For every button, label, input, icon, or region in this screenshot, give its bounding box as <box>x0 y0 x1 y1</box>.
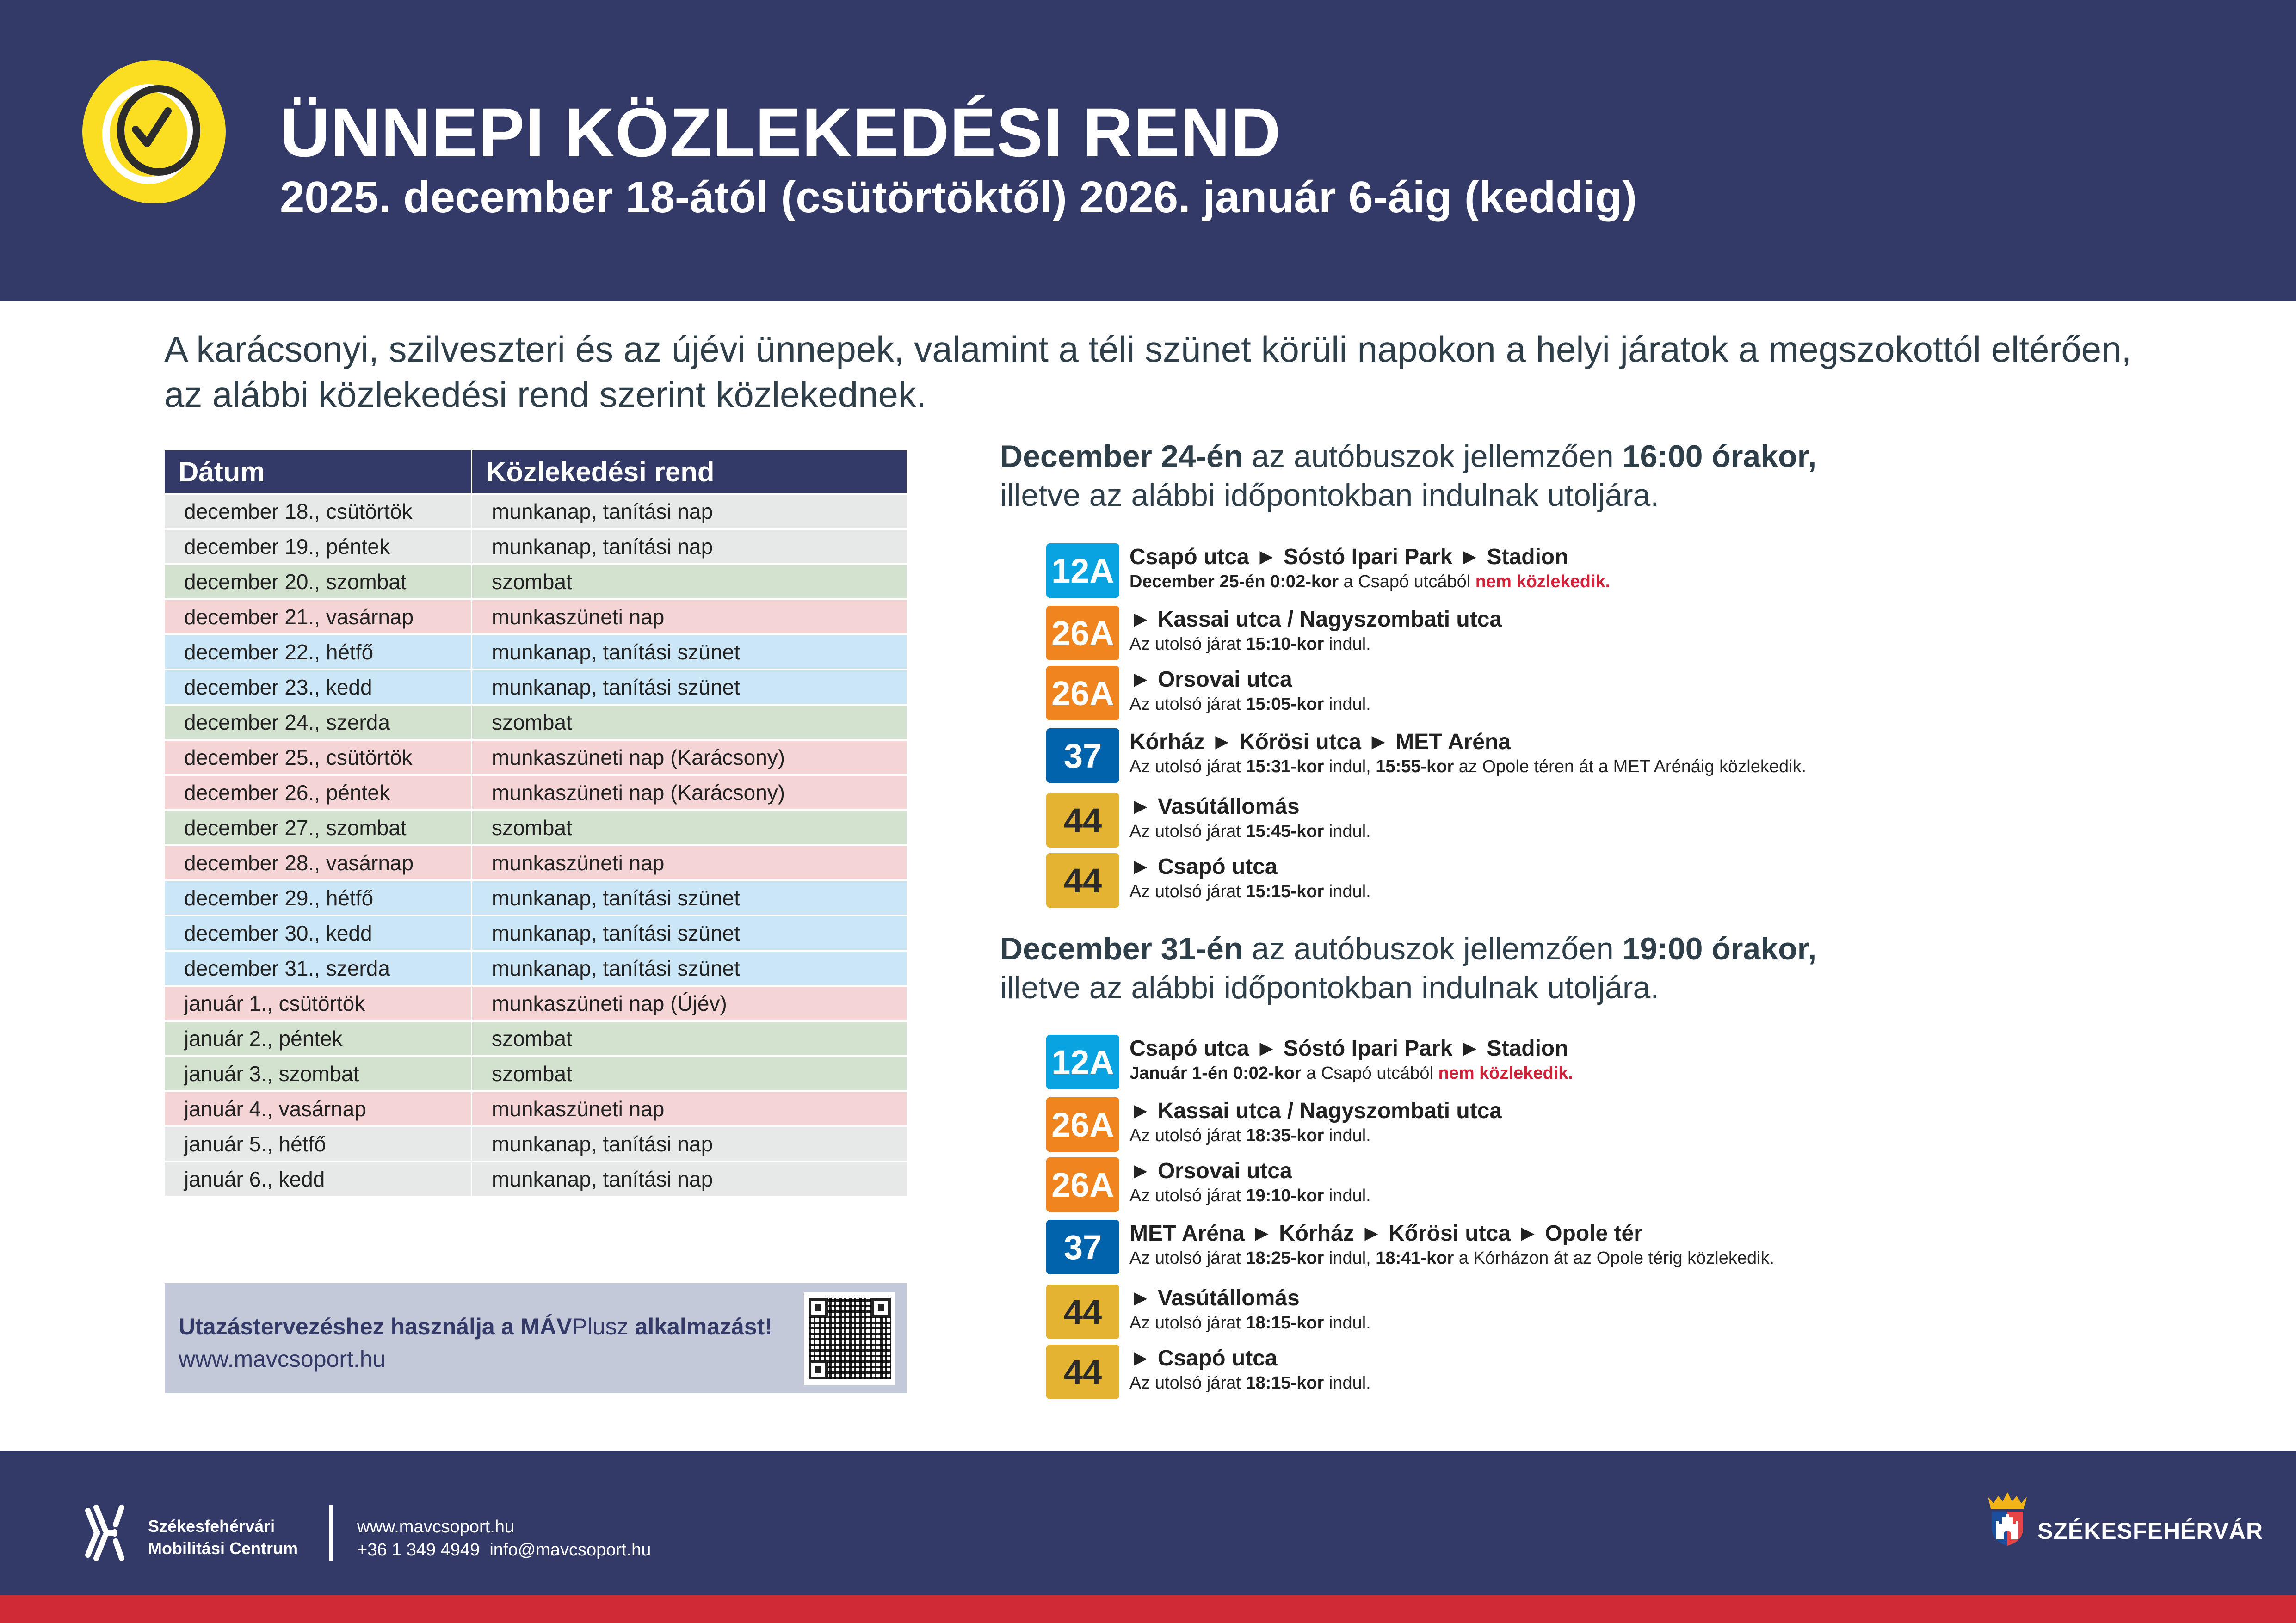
route-destination: ► Orsovai utca <box>1129 667 1292 692</box>
rule-cell: munkaszüneti nap (Karácsony) <box>492 745 785 769</box>
date-cell: december 31., szerda <box>165 952 472 985</box>
qr-finder-icon <box>871 1298 891 1317</box>
table-row <box>165 600 907 633</box>
route-destination: ► Csapó utca <box>1129 855 1278 879</box>
rule-cell: munkanap, tanítási nap <box>492 1167 713 1191</box>
route-note: Az utolsó járat 18:35-kor indul. <box>1129 1126 1371 1145</box>
rule-cell: munkanap, tanítási szünet <box>492 886 740 910</box>
table-row <box>165 776 907 809</box>
route-note: Az utolsó járat 15:31-kor indul, 15:55-kor az Opole téren át a MET Arénáig közlekedik. <box>1129 757 1807 776</box>
route-destination: ► Csapó utca <box>1129 1346 1278 1371</box>
qr-code-icon[interactable] <box>804 1292 895 1385</box>
route-destination: Kórház ► Kőrösi utca ► MET Aréna <box>1129 730 1511 754</box>
date-cell: január 5., hétfő <box>165 1127 472 1161</box>
route-badge: 44 <box>1046 853 1119 908</box>
intro-text: A karácsonyi, szilveszteri és az újévi ünnepek, valamint a téli szünet körüli napokon a helyi járatok a megszokottól eltérően, az alábbi közlekedési rend szerint közlekednek. <box>164 329 2132 415</box>
table-row <box>165 811 907 844</box>
route-note: December 25-én 0:02-kor a Csapó utcából nem közlekedik. <box>1129 572 1611 591</box>
schedule-table <box>165 449 907 1198</box>
route-destination: MET Aréna ► Kórház ► Kőrösi utca ► Opole tér <box>1129 1221 1642 1246</box>
date-cell: december 25., csütörtök <box>165 741 472 774</box>
table-row <box>165 1022 907 1055</box>
table-row <box>165 952 907 985</box>
column-header-rule: Közlekedési rend <box>472 450 907 493</box>
route-destination: ► Vasútállomás <box>1129 1286 1300 1310</box>
rule-cell: szombat <box>492 570 572 594</box>
table-row <box>165 530 907 563</box>
rule-cell: munkanap, tanítási szünet <box>492 640 740 664</box>
heading-time: 19:00 órakor, <box>1622 931 1817 966</box>
table-row <box>165 987 907 1020</box>
date-cell: december 19., péntek <box>165 530 472 563</box>
footer-website-link[interactable]: www.mavcsoport.hu <box>357 1517 515 1537</box>
page-title: ÜNNEPI KÖZLEKEDÉSI REND <box>280 93 1281 171</box>
rule-cell: munkanap, tanítási szünet <box>492 921 740 945</box>
section-heading-dec24 <box>1000 437 2203 515</box>
route-destination: ► Kassai utca / Nagyszombati utca <box>1129 1099 1502 1123</box>
route-badge: 37 <box>1046 728 1119 783</box>
section-heading-dec31 <box>1000 929 2203 1007</box>
date-cell: december 27., szombat <box>165 811 472 844</box>
date-cell: december 26., péntek <box>165 776 472 809</box>
route-badge: 12A <box>1046 543 1119 598</box>
route-badge: 12A <box>1046 1035 1119 1089</box>
rule-cell: munkanap, tanítási nap <box>492 535 713 559</box>
table-row <box>165 1092 907 1125</box>
route-note: Az utolsó járat 15:10-kor indul. <box>1129 634 1371 654</box>
date-cell: január 6., kedd <box>165 1162 472 1196</box>
route-destination: Csapó utca ► Sóstó Ipari Park ► Stadion <box>1129 545 1568 569</box>
route-badge: 44 <box>1046 1345 1119 1399</box>
heading-text: az autóbuszok jellemzően <box>1243 931 1623 966</box>
route-note: Az utolsó járat 18:15-kor indul. <box>1129 1373 1371 1393</box>
table-row <box>165 495 907 528</box>
promo-text-bold: Utazástervezéshez használja a MÁV <box>179 1314 572 1340</box>
table-row <box>165 670 907 704</box>
org-name: Székesfehérvári Mobilitási Centrum <box>148 1517 298 1558</box>
route-destination: ► Vasútállomás <box>1129 794 1300 819</box>
table-row <box>165 846 907 879</box>
page-subtitle: 2025. december 18-ától (csütörtöktől) 2026. január 6-áig (keddig) <box>280 172 1637 222</box>
date-cell: december 21., vasárnap <box>165 600 472 633</box>
table-header-row <box>165 450 907 493</box>
footer-red-bar <box>0 1595 2296 1623</box>
heading-line2: illetve az alábbi időpontokban indulnak utoljára. <box>1000 478 1660 513</box>
rule-cell: munkaszüneti nap <box>492 605 665 629</box>
qr-finder-icon <box>809 1360 828 1379</box>
qr-finder-icon <box>809 1298 828 1317</box>
route-note: Január 1-én 0:02-kor a Csapó utcából nem közlekedik. <box>1129 1064 1573 1083</box>
date-cell: január 2., péntek <box>165 1022 472 1055</box>
smc-logo-icon <box>82 1505 138 1561</box>
table-row <box>165 1127 907 1161</box>
rule-cell: munkanap, tanítási szünet <box>492 956 740 980</box>
route-badge: 37 <box>1046 1220 1119 1274</box>
route-note: Az utolsó járat 19:10-kor indul. <box>1129 1186 1371 1205</box>
rule-cell: szombat <box>492 710 572 734</box>
heading-text: az autóbuszok jellemzően <box>1243 439 1623 474</box>
route-badge: 26A <box>1046 606 1119 660</box>
rule-cell: szombat <box>492 816 572 840</box>
heading-date: December 24-én <box>1000 439 1243 474</box>
date-cell: január 3., szombat <box>165 1057 472 1090</box>
route-badge: 44 <box>1046 793 1119 848</box>
footer-phone: +36 1 349 4949 <box>357 1540 480 1560</box>
rule-cell: munkanap, tanítási szünet <box>492 675 740 699</box>
date-cell: december 20., szombat <box>165 565 472 598</box>
table-row <box>165 565 907 598</box>
promo-url-link[interactable]: www.mavcsoport.hu <box>179 1346 386 1372</box>
clock-check-icon <box>82 60 226 203</box>
promo-text <box>179 1313 772 1340</box>
date-cell: december 23., kedd <box>165 670 472 704</box>
date-cell: december 29., hétfő <box>165 881 472 915</box>
heading-date: December 31-én <box>1000 931 1243 966</box>
date-cell: december 18., csütörtök <box>165 495 472 528</box>
table-row <box>165 1162 907 1196</box>
footer-email-link[interactable]: info@mavcsoport.hu <box>489 1540 651 1560</box>
route-destination: ► Orsovai utca <box>1129 1159 1292 1183</box>
rule-cell: munkaszüneti nap (Újév) <box>492 991 727 1015</box>
date-cell: december 22., hétfő <box>165 635 472 669</box>
heading-time: 16:00 órakor, <box>1622 439 1817 474</box>
route-note: Az utolsó járat 18:15-kor indul. <box>1129 1313 1371 1333</box>
date-cell: január 1., csütörtök <box>165 987 472 1020</box>
route-note: Az utolsó járat 15:45-kor indul. <box>1129 822 1371 841</box>
app-promo-box <box>165 1283 907 1393</box>
city-coat-of-arms-icon <box>1984 1491 2031 1547</box>
footer-divider <box>329 1505 333 1561</box>
rule-cell: szombat <box>492 1062 572 1086</box>
route-note: Az utolsó járat 18:25-kor indul, 18:41-kor a Kórházon át az Opole térig közlekedik. <box>1129 1248 1775 1268</box>
rule-cell: munkaszüneti nap <box>492 851 665 875</box>
rule-cell: munkaszüneti nap (Karácsony) <box>492 781 785 805</box>
route-badge: 44 <box>1046 1285 1119 1339</box>
table-row <box>165 706 907 739</box>
route-badge: 26A <box>1046 666 1119 720</box>
promo-text-bold-2: alkalmazást! <box>628 1314 772 1340</box>
date-cell: december 28., vasárnap <box>165 846 472 879</box>
route-note: Az utolsó járat 15:15-kor indul. <box>1129 882 1371 901</box>
promo-text-plain: Plusz <box>572 1314 629 1340</box>
rule-cell: munkaszüneti nap <box>492 1097 665 1121</box>
route-note: Az utolsó járat 15:05-kor indul. <box>1129 695 1371 714</box>
route-destination: ► Kassai utca / Nagyszombati utca <box>1129 607 1502 632</box>
column-header-date: Dátum <box>165 450 472 493</box>
rule-cell: szombat <box>492 1027 572 1051</box>
heading-line2: illetve az alábbi időpontokban indulnak utoljára. <box>1000 970 1660 1005</box>
route-badge: 26A <box>1046 1097 1119 1152</box>
date-cell: december 24., szerda <box>165 706 472 739</box>
date-cell: december 30., kedd <box>165 916 472 950</box>
header-banner <box>0 0 2296 301</box>
route-badge: 26A <box>1046 1157 1119 1212</box>
city-name: SZÉKESFEHÉRVÁR <box>2037 1518 2264 1544</box>
date-cell: január 4., vasárnap <box>165 1092 472 1125</box>
footer <box>0 1451 2296 1595</box>
table-row <box>165 635 907 669</box>
table-row <box>165 741 907 774</box>
rule-cell: munkanap, tanítási nap <box>492 499 713 523</box>
route-destination: Csapó utca ► Sóstó Ipari Park ► Stadion <box>1129 1036 1568 1061</box>
table-row <box>165 916 907 950</box>
footer-contact <box>357 1515 651 1562</box>
table-row <box>165 1057 907 1090</box>
rule-cell: munkanap, tanítási nap <box>492 1132 713 1156</box>
table-row <box>165 881 907 915</box>
